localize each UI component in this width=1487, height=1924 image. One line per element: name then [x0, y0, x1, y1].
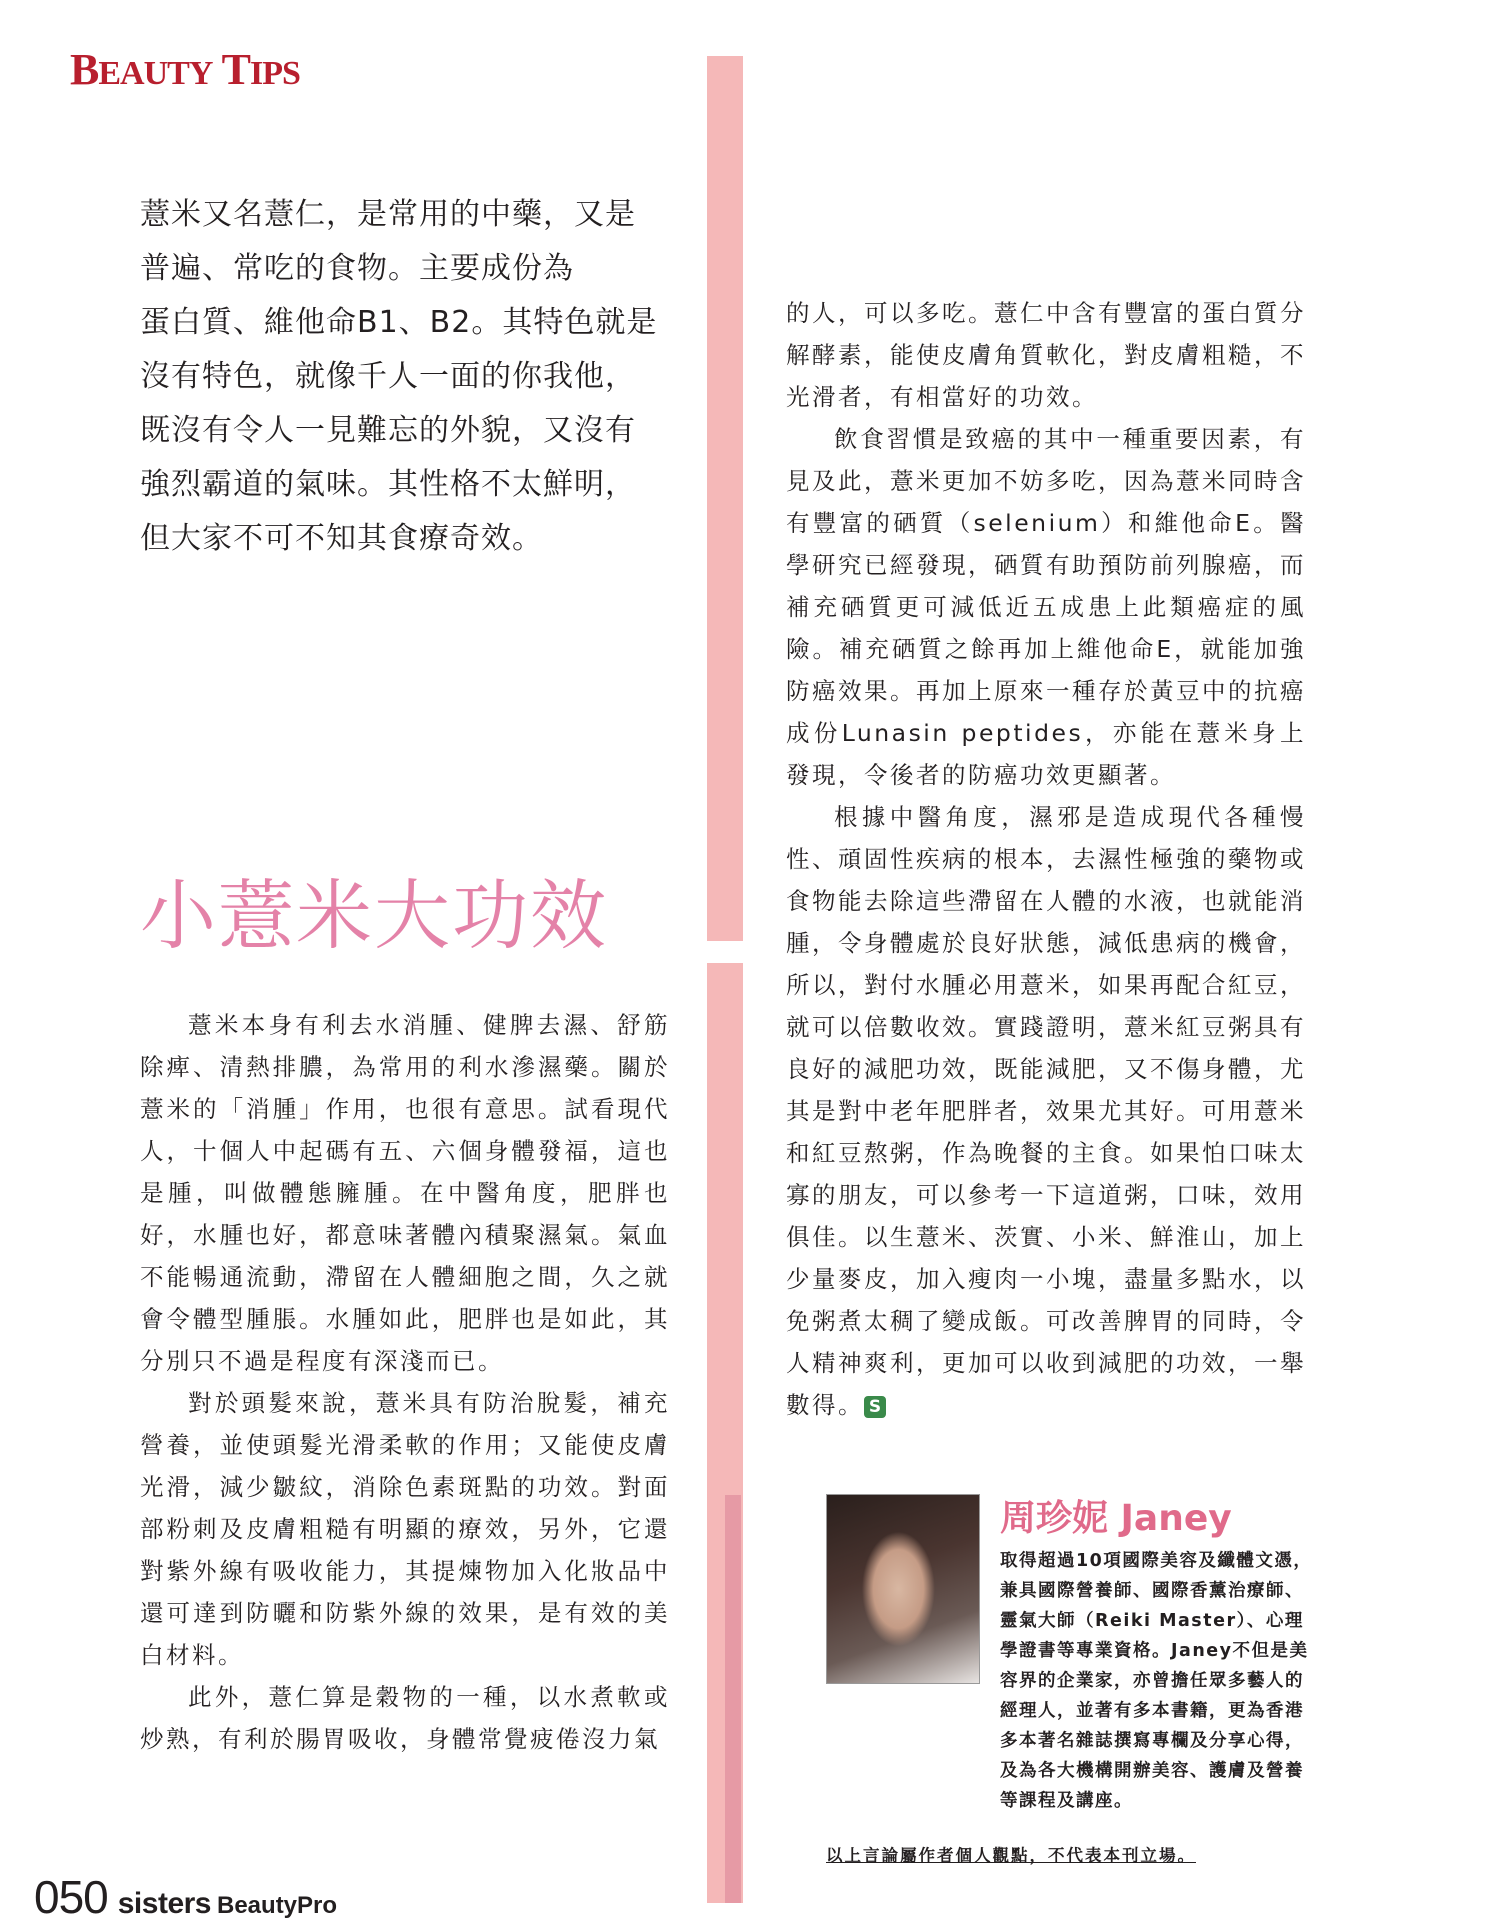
disclaimer: 以上言論屬作者個人觀點，不代表本刊立場。 — [826, 1846, 1196, 1865]
magazine-section: BeautyPro — [217, 1892, 338, 1919]
intro-line: 既沒有令人一見難忘的外貌，又沒有 — [140, 413, 636, 448]
paragraph — [786, 796, 1306, 1426]
header-word: IPS — [249, 55, 300, 92]
page-number: 050 — [34, 1871, 108, 1923]
header-letter: T — [221, 45, 250, 94]
paragraph-text: 根據中醫角度，濕邪是造成現代各種慢性、頑固性疾病的根本，去濕性極強的藥物或食物能去除這些滯留在人體的水液，也就能消腫，令身體處於良好狀態，減低患病的機會，所以，對付水腫必用薏米，如果再配合紅豆，就可以倍數收效。實踐證明，薏米紅豆粥具有良好的減肥功效，既能減肥，又不傷身體，尤其是對中老年肥胖者，效果尤其好。可用薏米和紅豆熬粥，作為晚餐的主食。如果怕口味太寡的朋友，可以參考一下這道粥，口味，效用俱佳。以生薏米、茨實、小米、鮮淮山，加上少量麥皮，加入瘦肉一小塊，盡量多點水，以免粥煮太稠了變成飯。可改善脾胃的同時，令人精神爽利，更加可以收到減肥的功效，一舉數得。 — [786, 803, 1306, 1419]
intro-line: 強烈霸道的氣味。其性格不太鮮明， — [140, 467, 636, 502]
header-letter: B — [70, 45, 99, 94]
intro-text — [140, 188, 680, 566]
intro-line: 沒有特色，就像千人一面的你我他， — [140, 359, 636, 394]
author-name: 周珍妮 Janey — [1000, 1498, 1232, 1539]
paragraph: 薏米本身有利去水消腫、健脾去濕、舒筋除痺、清熱排膿，為常用的利水滲濕藥。關於薏米的「消腫」作用，也很有意思。試看現代人，十個人中起碼有五、六個身體發福，這也是腫，叫做體態臃腫。在中醫角度，肥胖也好，水腫也好，都意味著體內積聚濕氣。氣血不能暢通流動，滯留在人體細胞之間，久之就會令體型腫脹。水腫如此，肥胖也是如此，其分別只不過是程度有深淺而已。 — [140, 1011, 670, 1375]
intro-line: 薏米又名薏仁，是常用的中藥，又是 — [140, 197, 636, 232]
section-title: 小薏米大功效 — [140, 871, 608, 960]
intro-line: 但大家不可不知其食療奇效。 — [140, 521, 543, 556]
intro-line: 普遍、常吃的食物。主要成份為 — [140, 251, 574, 286]
paragraph: 飲食習慣是致癌的其中一種重要因素，有見及此，薏米更加不妨多吃，因為薏米同時含有豐富的硒質（selenium）和維他命E。醫學研究已經發現，硒質有助預防前列腺癌，而補充硒質更可減低近五成患上此類癌症的風險。補充硒質之餘再加上維他命E，就能加強防癌效果。再加上原來一種存於黃豆中的抗癌成份Lunasin peptides，亦能在薏米身上發現，令後者的防癌功效更顯著。 — [786, 425, 1306, 789]
magazine-logo: sisters — [117, 1887, 211, 1920]
author-bio: 取得超過10項國際美容及纖體文憑，兼具國際營養師、國際香薰治療師、靈氣大師（Reiki Master）、心理學證書等專業資格。Janey不但是美容界的企業家，亦曾擔任眾多藝人的經理人，並著有多本書籍，更為香港多本著名雜誌撰寫專欄及分享心得，及為各大機構開辦美容、護膚及營養等課程及講座。 — [1000, 1551, 1313, 1811]
section-header — [70, 44, 300, 95]
paragraph: 的人，可以多吃。薏仁中含有豐富的蛋白質分解酵素，能使皮膚角質軟化，對皮膚粗糙，不光滑者，有相當好的功效。 — [786, 299, 1306, 411]
column-divider-accent — [725, 1495, 741, 1903]
paragraph: 此外，薏仁算是穀物的一種，以水煮軟或炒熟，有利於腸胃吸收，身體常覺疲倦沒力氣 — [140, 1683, 670, 1753]
author-photo — [826, 1494, 980, 1684]
column-divider-top — [707, 56, 743, 941]
right-column — [786, 292, 1306, 1426]
page-footer — [34, 1870, 337, 1924]
left-column — [140, 1004, 670, 1760]
end-mark-icon: S — [864, 1396, 886, 1418]
paragraph: 對於頭髮來說，薏米具有防治脫髮，補充營養，並使頭髮光滑柔軟的作用；又能使皮膚光滑，減少皺紋，消除色素斑點的功效。對面部粉刺及皮膚粗糙有明顯的療效，另外，它還對紫外線有吸收能力，其提煉物加入化妝品中還可達到防曬和防紫外線的效果，是有效的美白材料。 — [140, 1389, 670, 1669]
header-word: EAUTY — [98, 55, 213, 92]
intro-line: 蛋白質、維他命B1、B2。其特色就是 — [140, 305, 658, 340]
